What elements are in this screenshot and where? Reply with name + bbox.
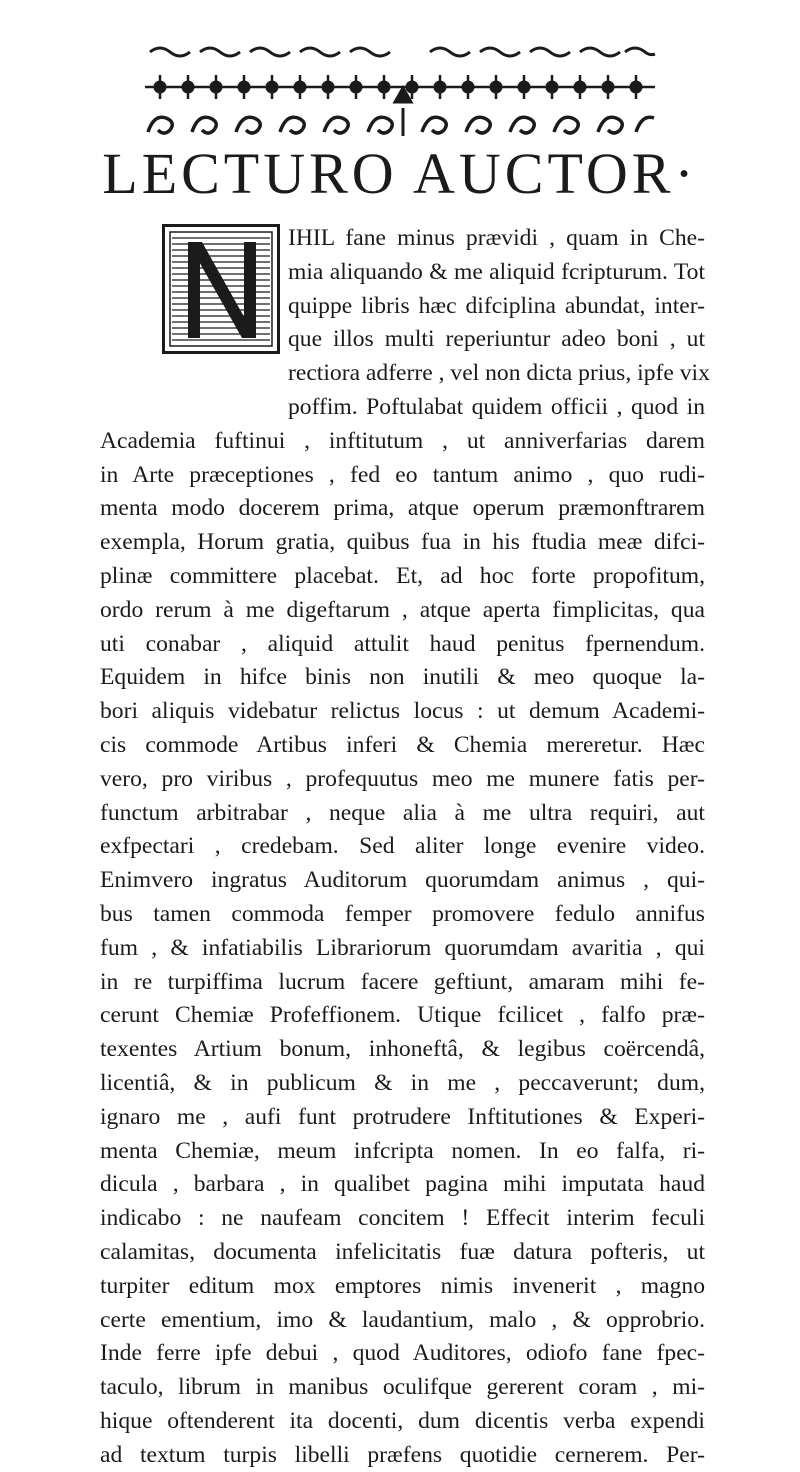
text-line: hique oftenderent ita docenti, dum dicentis verba expendi [100,1407,705,1434]
text-line: in Arte præceptiones , fed eo tantum animo , quo rudi- [100,461,705,488]
text-line: ignaro me , aufi funt protrudere Inftitutiones & Experi- [100,1103,705,1130]
text-line: calamitas, documenta infelicitatis fuæ datura pofteris, ut [100,1238,705,1265]
text-line: texentes Artium bonum, inhoneftâ, & legibus coërcendâ, [100,1036,705,1063]
printers-ornament-band [140,42,660,142]
text-line: licentiâ, & in publicum & in me , peccaverunt; dum, [100,1069,705,1096]
text-line: rectiora adferre , vel non dicta prius, ipfe vix [288,360,710,387]
text-line: Academia fuftinui , inftitutum , ut anniverfarias darem [100,427,705,454]
body-text [100,222,710,1472]
text-line: fum , & infatiabilis Librariorum quorumdam avaritia , qui [100,934,705,961]
text-line: cis commode Artibus inferi & Chemia mereretur. Hæc [100,731,705,758]
text-line: menta modo docerem prima, atque operum præmonftrarem [100,495,705,522]
text-line: menta Chemiæ, meum infcripta nomen. In eo falfa, ri- [100,1137,705,1164]
text-line: plinæ committere placebat. Et, ad hoc forte propofitum, [100,562,705,589]
text-line: exempla, Horum gratia, quibus fua in his ftudia meæ difci- [100,529,705,556]
page-title: LECTURO AUCTOR· [102,141,698,206]
text-line: mia aliquando & me aliquid fcripturum. Tot [288,258,705,285]
text-line: turpiter editum mox emptores nimis invenerit , magno [100,1272,705,1299]
text-line: Inde ferre ipfe debui , quod Auditores, odiofo fane fpec- [100,1340,705,1367]
text-line: Enimvero ingratus Auditorum quorumdam animus , qui- [100,867,705,894]
text-line: Equidem in hifce binis non inutili & meo quoque la- [100,664,705,691]
text-line: IHIL fane minus prævidi , quam in Che- [288,225,705,251]
text-line: functum arbitrabar , neque alia à me ultra requiri, aut [100,799,705,826]
text-line: poffim. Poftulabat quidem officii , quod in [288,393,705,420]
text-line: bori aliquis videbatur relictus locus : ut demum Academi- [100,698,705,725]
text-line: indicabo : ne naufeam concitem ! Effecit interim feculi [100,1205,705,1232]
text-line: certe ementium, imo & laudantium, malo , & opprobrio. [100,1306,705,1333]
text-line: ordo rerum à me digeftarum , atque aperta fimplicitas, qua [100,596,705,623]
text-line: dicula , barbara , in qualibet pagina mihi imputata haud [100,1171,705,1198]
text-line: ad textum turpis libelli præfens quotidie cernerem. Per- [100,1441,705,1468]
text-line: exfpectari , credebam. Sed aliter longe evenire video. [100,833,705,860]
text-line: quippe libris hæc difciplina abundat, inter- [288,292,705,319]
text-line: que illos multi reperiuntur adeo boni , ut [288,326,705,353]
text-line: vero, pro viribus , profequutus meo me munere fatis per- [100,765,705,792]
text-line: bus tamen commoda femper promovere fedulo annifus [100,900,705,927]
text-line: in re turpiffima lucrum facere geftiunt, amaram mihi fe- [100,968,705,995]
text-line: uti conabar , aliquid attulit haud penitus fpernendum. [100,630,705,657]
text-line: taculo, librum in manibus oculifque gererent coram , mi- [100,1374,705,1401]
text-line: cerunt Chemiæ Profeffionem. Utique fcilicet , falfo præ- [100,1002,705,1029]
